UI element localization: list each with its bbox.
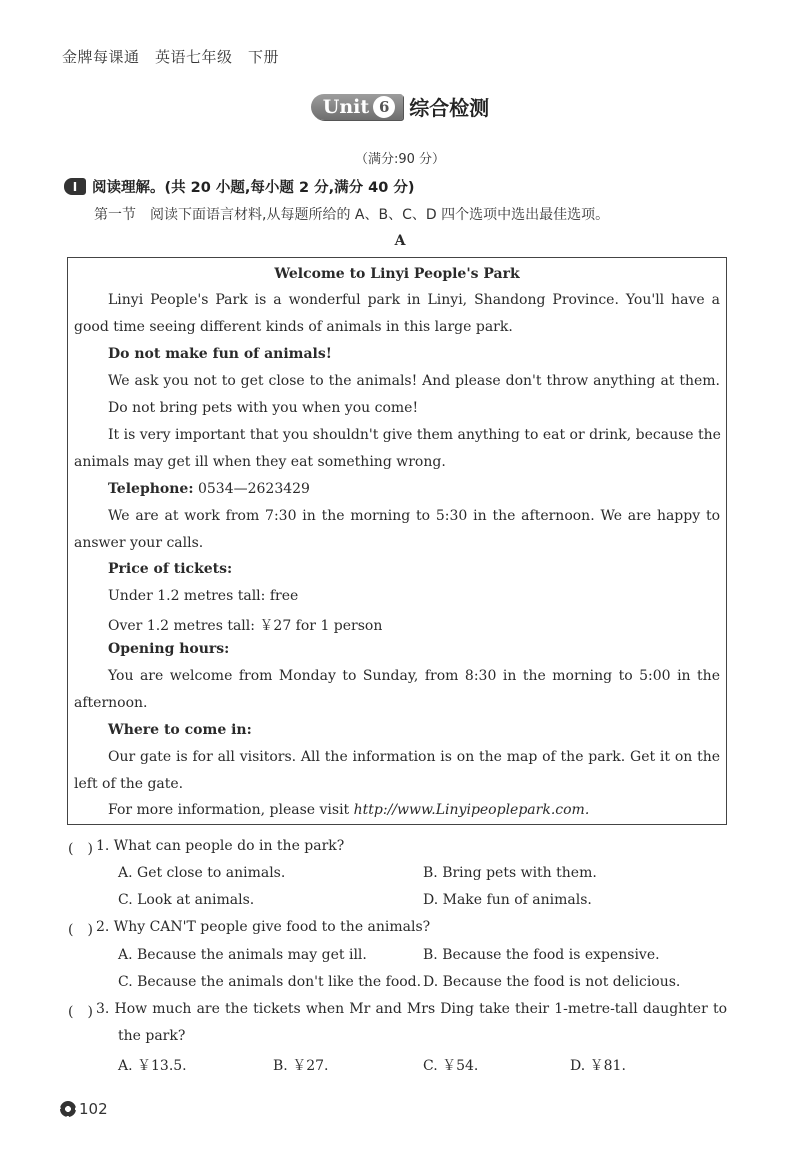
book-header: 金牌每课通 英语七年级 下册 [62, 48, 280, 66]
question-3-option-d[interactable]: D. ￥81. [570, 1058, 626, 1074]
passage-p6-line2: afternoon. [74, 695, 148, 711]
question-3-option-b[interactable]: B. ￥27. [273, 1058, 329, 1074]
answer-blank-3[interactable]: ( ) [68, 1004, 93, 1020]
passage-title: Welcome to Linyi People's Park [274, 266, 520, 282]
passage-p1-line1: Linyi People's Park is a wonderful park in Linyi, Shandong Province. You'll have a [108, 292, 720, 308]
question-1-option-a[interactable]: A. Get close to animals. [118, 865, 286, 881]
passage-p5-line2: answer your calls. [74, 535, 204, 551]
website-url: http://www.Linyipeoplepark.com. [353, 802, 590, 818]
unit-badge [311, 94, 403, 120]
answer-blank-2[interactable]: ( ) [68, 922, 93, 938]
passage-p4-line1: It is very important that you shouldn't give them anything to eat or drink, because the [108, 427, 721, 443]
total-score: （满分:90 分） [354, 152, 446, 167]
reading-passage-box [67, 257, 727, 825]
question-1-option-d[interactable]: D. Make fun of animals. [423, 892, 592, 908]
heading-opening-hours: Opening hours: [108, 641, 230, 657]
question-3-option-a[interactable]: A. ￥13.5. [118, 1058, 187, 1074]
question-2-option-b[interactable]: B. Because the food is expensive. [423, 947, 660, 963]
price-under: Under 1.2 metres tall: free [108, 588, 299, 604]
unit-word: Unit [322, 95, 370, 118]
heading-no-fun: Do not make fun of animals! [108, 346, 332, 362]
heading-price: Price of tickets: [108, 561, 233, 577]
more-info-text: For more information, please visit [108, 802, 354, 818]
question-2-option-a[interactable]: A. Because the animals may get ill. [118, 947, 367, 963]
question-1-stem: 1. What can people do in the park? [96, 838, 345, 854]
question-3-option-c[interactable]: C. ￥54. [423, 1058, 479, 1074]
question-2-stem: 2. Why CAN'T people give food to the animals? [96, 919, 431, 935]
part-instruction: 第一节 阅读下面语言材料,从每题所给的 A、B、C、D 四个选项中选出最佳选项。 [94, 207, 610, 223]
telephone-line [108, 481, 310, 497]
passage-p2: We ask you not to get close to the animals! And please don't throw anything at them. [108, 373, 720, 389]
question-3-stem-line1: 3. How much are the tickets when Mr and Mrs Ding take their 1-metre-tall daughter to [96, 1001, 727, 1017]
telephone-label: Telephone: [108, 481, 194, 497]
passage-p3: Do not bring pets with you when you come! [108, 400, 419, 416]
answer-blank-1[interactable]: ( ) [68, 841, 93, 857]
section-text: 阅读理解。(共 20 小题,每小题 2 分,满分 40 分) [92, 180, 415, 196]
passage-p7-line1: Our gate is for all visitors. All the information is on the map of the park. Get it on the [108, 749, 720, 765]
page-number: 102 [79, 1100, 108, 1118]
question-2-option-c[interactable]: C. Because the animals don't like the food. [118, 974, 422, 990]
passage-p5-line1: We are at work from 7:30 in the morning to 5:30 in the afternoon. We are happy to [108, 508, 720, 524]
question-2-option-d[interactable]: D. Because the food is not delicious. [423, 974, 681, 990]
unit-title [0, 92, 800, 121]
unit-number: 6 [373, 96, 395, 118]
telephone-number: 0534—2623429 [193, 481, 310, 497]
gear-icon [60, 1101, 76, 1117]
passage-p1-line2: good time seeing different kinds of animals in this large park. [74, 319, 513, 335]
section-heading [64, 176, 415, 197]
price-over: Over 1.2 metres tall: ￥27 for 1 person [108, 618, 383, 634]
passage-p6-line1: You are welcome from Monday to Sunday, from 8:30 in the morning to 5:00 in the [108, 668, 720, 684]
passage-label: A [394, 233, 406, 249]
passage-p8 [108, 802, 589, 818]
unit-subtitle: 综合检测 [409, 96, 490, 120]
question-3-stem-line2: the park? [118, 1028, 186, 1044]
page-footer [60, 1100, 108, 1118]
passage-p7-line2: left of the gate. [74, 776, 184, 792]
question-1-option-c[interactable]: C. Look at animals. [118, 892, 255, 908]
heading-where: Where to come in: [108, 722, 252, 738]
section-number-icon: Ⅰ [64, 178, 86, 195]
passage-p4-line2: animals may get ill when they eat something wrong. [74, 454, 446, 470]
question-1-option-b[interactable]: B. Bring pets with them. [423, 865, 597, 881]
